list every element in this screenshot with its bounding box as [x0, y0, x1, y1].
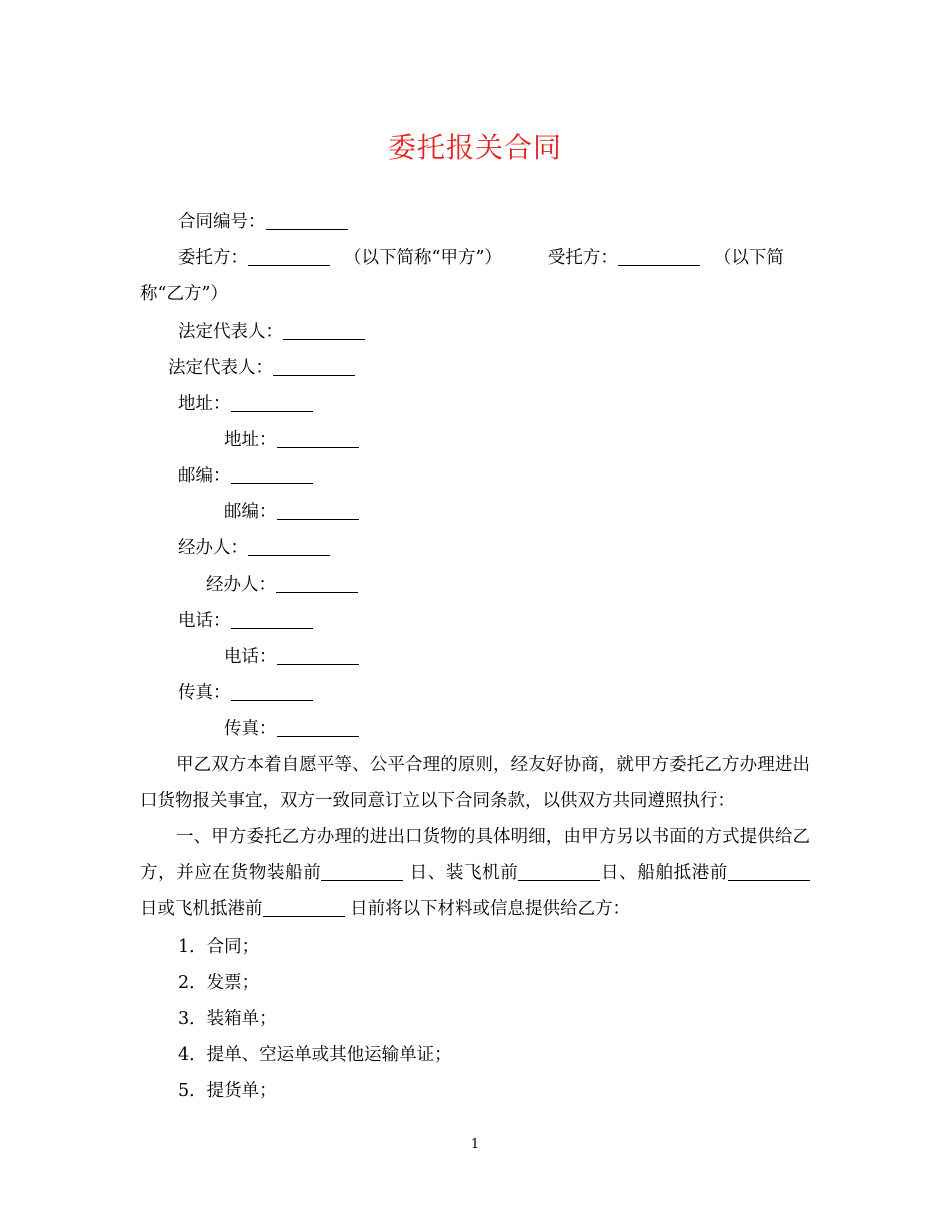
phone-a-blank [231, 610, 313, 629]
handler-b-blank [276, 574, 358, 593]
clause-1-paragraph [140, 819, 810, 927]
fax-a-line [178, 679, 313, 707]
fax-b-label: 传真： [224, 719, 277, 739]
phone-b-line [224, 643, 359, 671]
party-a-blank [248, 247, 330, 266]
party-b-label: 受托方： [547, 248, 618, 268]
parties-line [178, 244, 784, 272]
party-b-blank [618, 247, 700, 266]
handler-b-line [206, 571, 358, 599]
list-item: 3．装箱单； [178, 1009, 277, 1029]
party-a-label: 委托方： [178, 248, 248, 268]
list-item: 4．提单、空运单或其他运输单证； [178, 1045, 452, 1065]
phone-a-label: 电话： [178, 611, 231, 631]
address-b-blank [277, 429, 359, 448]
phone-a-line [178, 607, 313, 635]
fax-a-label: 传真： [178, 683, 231, 703]
list-item: 1．合同； [178, 937, 260, 957]
phone-b-blank [277, 646, 359, 665]
clause-1-blank-plane-arrival [263, 898, 345, 917]
address-b-label: 地址： [224, 430, 277, 450]
contract-number-line [178, 208, 348, 236]
list-item: 5．提货单； [178, 1081, 277, 1101]
clause-1-blank-ship [321, 862, 403, 881]
postcode-b-label: 邮编： [224, 502, 277, 522]
legal-rep-b-line [168, 354, 355, 382]
postcode-a-blank [231, 465, 313, 484]
postcode-a-line [178, 462, 313, 490]
postcode-b-blank [277, 501, 359, 520]
address-a-label: 地址： [178, 394, 231, 414]
party-b-alias: （以下简 [713, 248, 784, 268]
legal-rep-a-label: 法定代表人： [178, 322, 283, 342]
handler-a-line [178, 534, 330, 562]
postcode-a-label: 邮编： [178, 466, 231, 486]
address-b-line [224, 426, 359, 454]
fax-a-blank [231, 682, 313, 701]
document-title: 委托报关合同 [387, 131, 562, 164]
contract-number-label: 合同编号： [178, 212, 266, 232]
address-a-line [178, 390, 313, 418]
page-number: 1 [470, 1137, 480, 1152]
party-a-alias: （以下简称“甲方”） [344, 248, 502, 268]
clause-1-text-d: 日或飞机抵港前 [140, 899, 263, 919]
legal-rep-a-blank [283, 321, 365, 340]
address-a-blank [231, 393, 313, 412]
fax-b-line [224, 715, 359, 743]
clause-1-text-a: 一、甲方委托乙方办理的进出口货物的具体明细，由甲方另以书面的方式提供给乙方，并应在货物装船前 [140, 827, 810, 883]
legal-rep-b-label: 法定代表人： [168, 358, 273, 378]
contract-number-blank [266, 211, 348, 230]
fax-b-blank [277, 718, 359, 737]
legal-rep-a-line [178, 318, 365, 346]
clause-1-text-e: 日前将以下材料或信息提供给乙方： [344, 899, 631, 919]
list-item: 2．发票； [178, 973, 260, 993]
handler-a-label: 经办人： [178, 538, 248, 558]
handler-b-label: 经办人： [206, 575, 276, 595]
handler-a-blank [248, 537, 330, 556]
postcode-b-line [224, 498, 359, 526]
legal-rep-b-blank [273, 357, 355, 376]
phone-b-label: 电话： [224, 647, 277, 667]
party-b-alias-continued: 称“乙方”） [140, 284, 228, 304]
clause-1-text-b: 日、装飞机前 [403, 863, 519, 883]
intro-paragraph: 甲乙双方本着自愿平等、公平合理的原则，经友好协商，就甲方委托乙方办理进出口货物报关事宜，双方一致同意订立以下合同条款，以供双方共同遵照执行： [140, 755, 810, 811]
clause-1-blank-plane [518, 862, 600, 881]
clause-1-text-c: 日、船舶抵港前 [600, 863, 729, 883]
clause-1-blank-ship-arrival [728, 862, 810, 881]
